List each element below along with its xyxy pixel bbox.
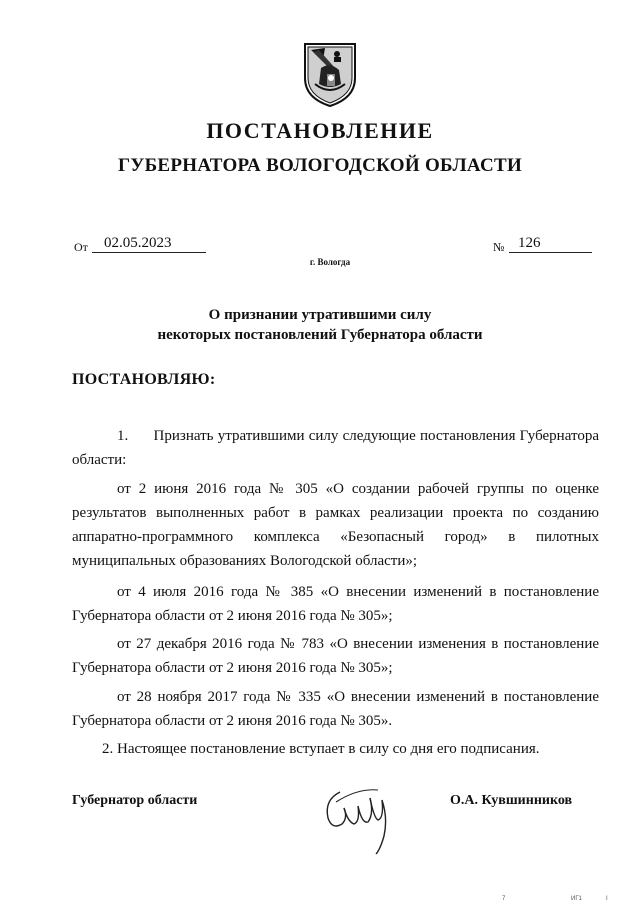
paragraph-3: от 4 июля 2016 года № 385 «О внесении изменений в постановление Губернатора области от 2 июня 2016 года № 305»; — [72, 584, 599, 624]
paragraph-1: 1. Признать утратившими силу следующие постановления Губернатора области: — [72, 428, 603, 468]
subject-line-2: некоторых постановлений Губернатора области — [157, 327, 483, 343]
paragraph-2: от 2 июня 2016 года № 305 «О создании рабочей группы по оценке результатов выполненных работ в рамках реализации проекта по созданию аппаратно-программного комплекса «Безопасный город» в пилотных муниципальных образованиях Вологодской области»; — [72, 481, 599, 569]
resolve-heading: ПОСТАНОВЛЯЮ: — [72, 371, 216, 388]
paragraph-6: 2. Настоящее постановление вступает в силу со дня его подписания. — [102, 741, 540, 757]
signatory-name: О.А. Кувшинников — [450, 793, 573, 808]
number-underline — [509, 252, 592, 253]
footer-mark: I — [606, 896, 608, 902]
document-date: 02.05.2023 — [104, 235, 172, 251]
footer-mark: ИГ1 — [571, 896, 582, 902]
coat-of-arms-icon — [301, 40, 359, 108]
document-number: 126 — [518, 235, 541, 251]
footer-mark: 7 — [502, 896, 506, 902]
date-underline — [92, 252, 206, 253]
handwritten-signature-icon — [318, 778, 398, 856]
document-type-title: ПОСТАНОВЛЕНИЕ — [206, 118, 434, 143]
subject-line-1: О признании утратившими силу — [208, 307, 432, 323]
paragraph-5: от 28 ноября 2017 года № 335 «О внесении изменений в постановление Губернатора области от 2 июня 2016 года № 305». — [72, 689, 599, 729]
issuer-title: ГУБЕРНАТОРА ВОЛОГОДСКОЙ ОБЛАСТИ — [117, 155, 523, 176]
paragraph-4: от 27 декабря 2016 года № 783 «О внесении изменения в постановление Губернатора области от 2 июня 2016 года № 305»; — [72, 636, 599, 676]
number-label: № — [493, 240, 505, 254]
city-label: г. Вологда — [309, 257, 351, 267]
signatory-position: Губернатор области — [72, 793, 198, 808]
date-label: От — [74, 240, 88, 254]
